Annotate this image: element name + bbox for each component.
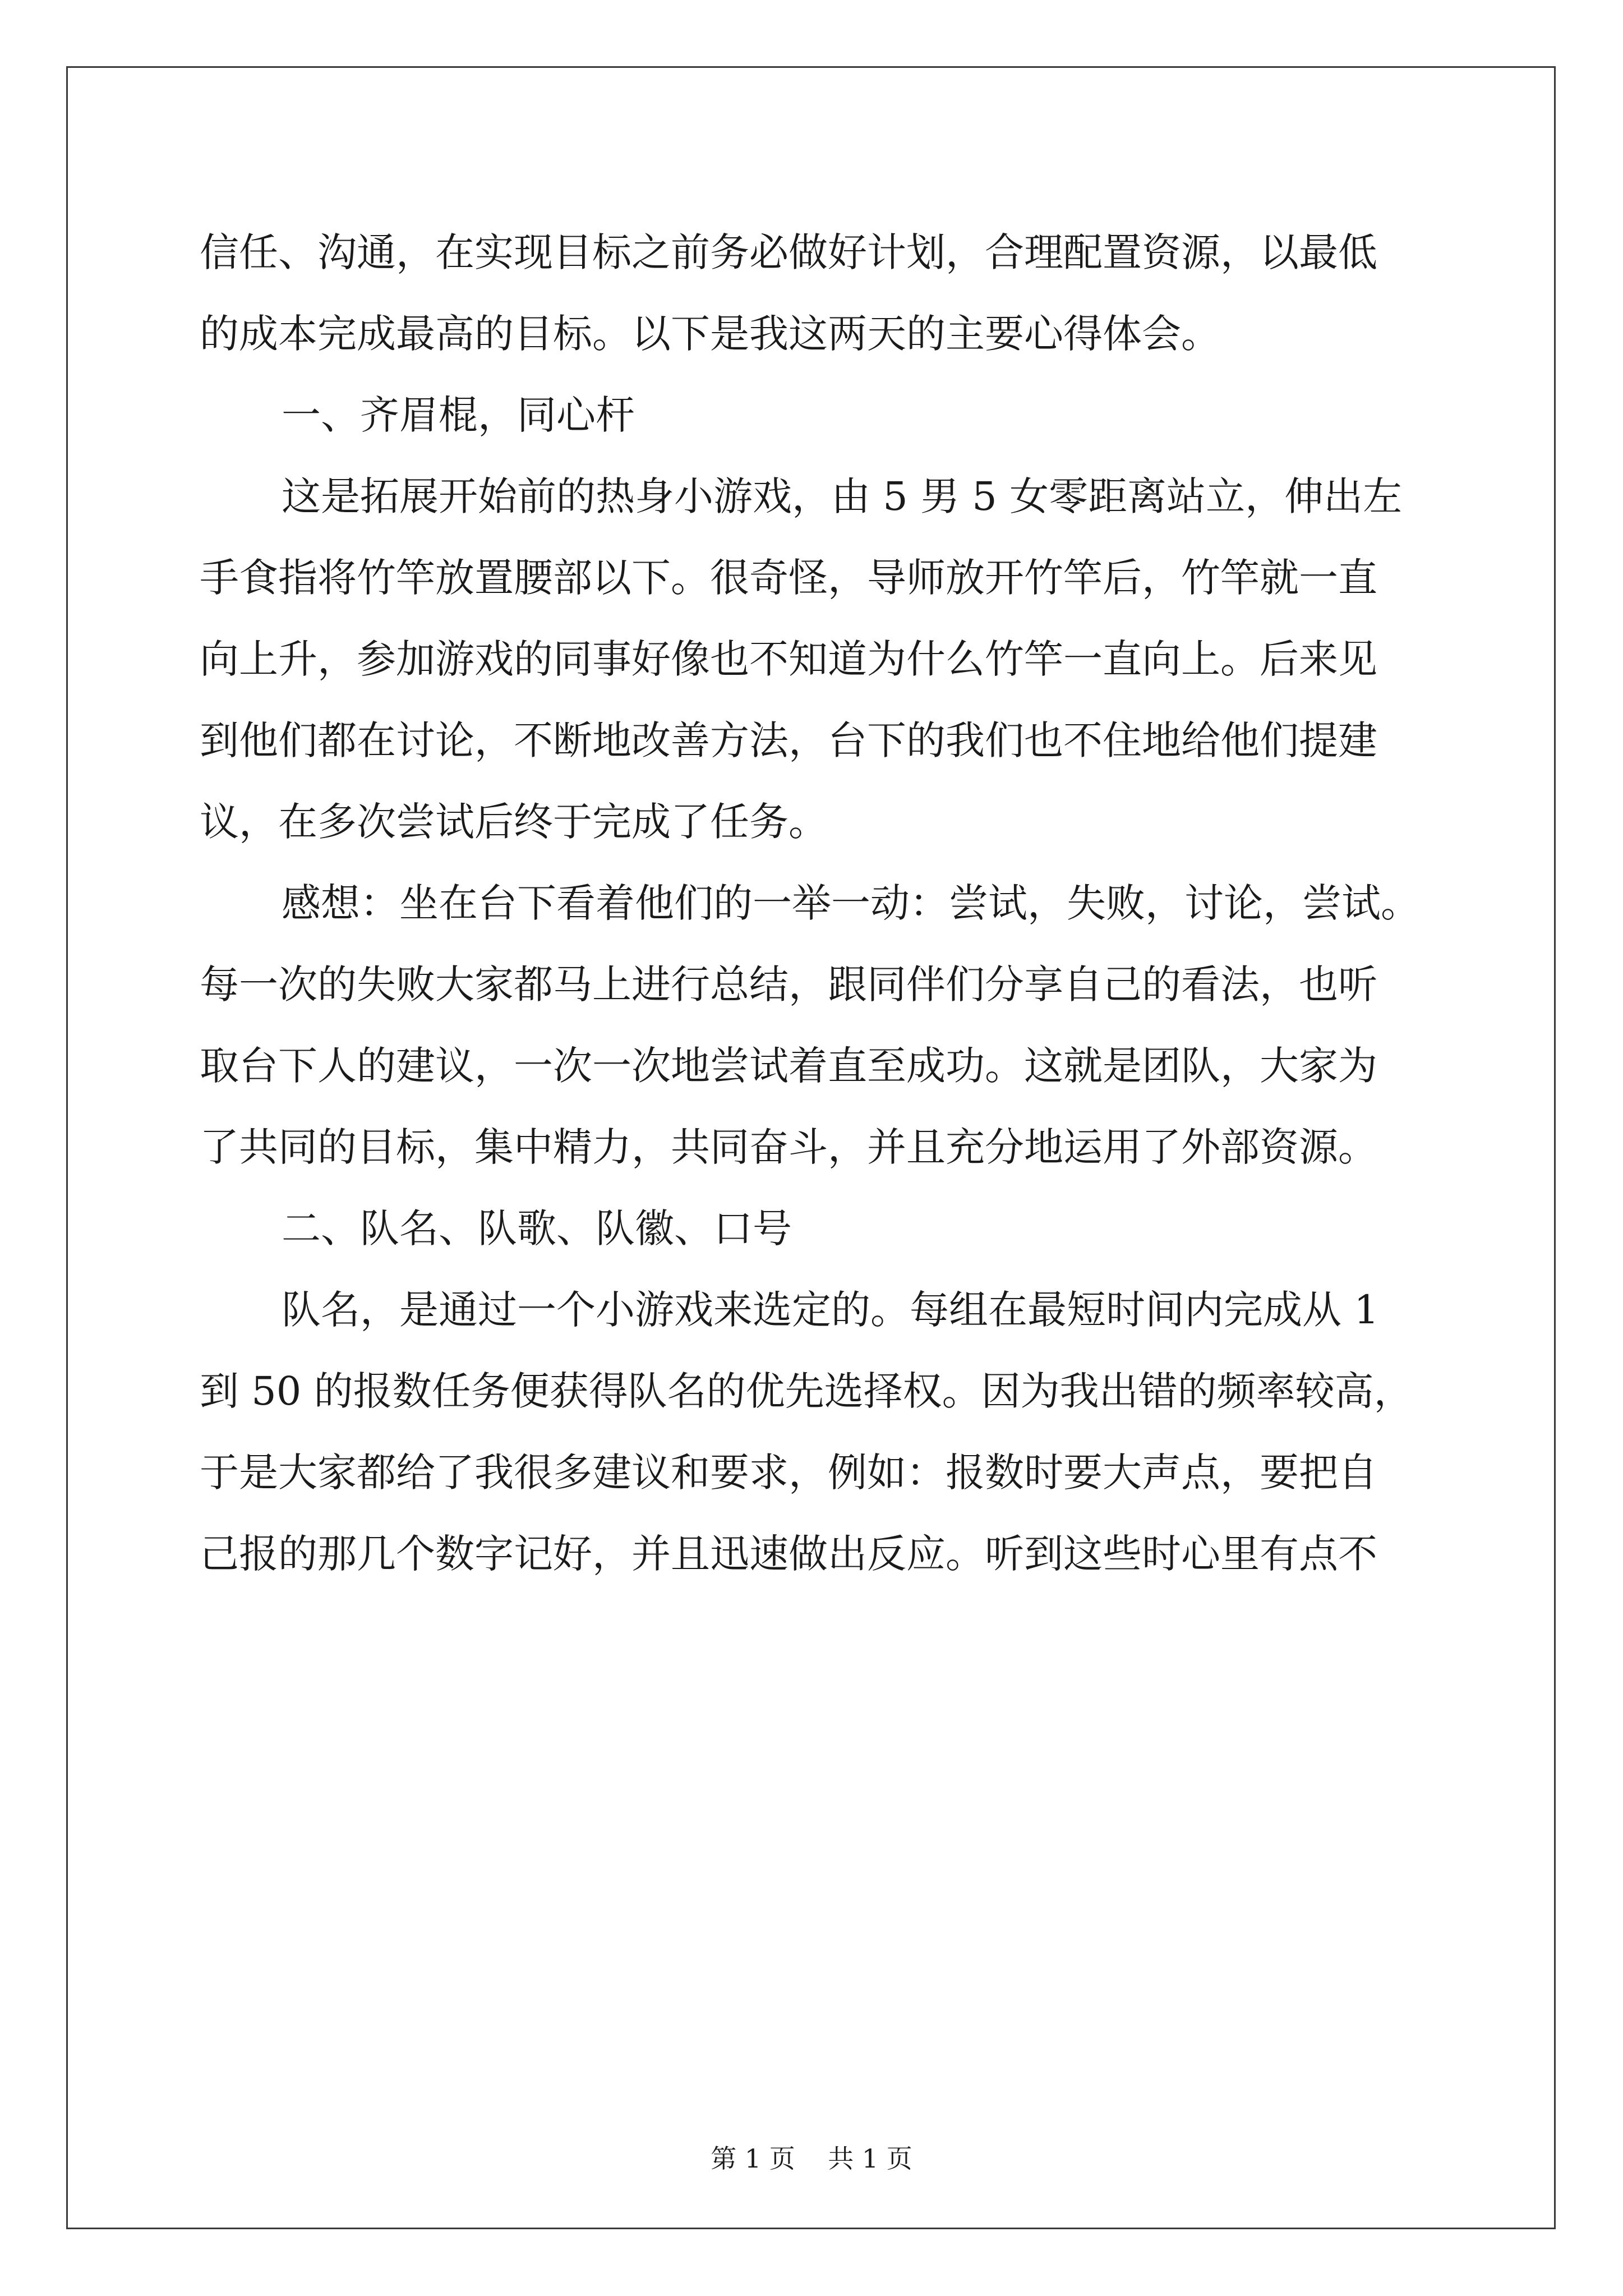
section-heading: 二、队名、队歌、队徽、口号 (282, 1205, 792, 1251)
text-line: 议，在多次尝试后终于完成了任务。 (200, 799, 828, 845)
text-line: 手食指将竹竿放置腰部以下。很奇怪，导师放开竹竿后，竹竿就一直 (200, 555, 1377, 601)
text-line: 这是拓展开始前的热身小游戏，由 5 男 5 女零距离站立，伸出左 (282, 473, 1403, 519)
text-line: 己报的那几个数字记好，并且迅速做出反应。听到这些时心里有点不 (200, 1531, 1377, 1577)
text-line: 于是大家都给了我很多建议和要求，例如：报数时要大声点，要把自 (200, 1450, 1377, 1496)
text-line: 队名，是通过一个小游戏来选定的。每组在最短时间内完成从 1 (282, 1287, 1379, 1333)
text-line: 到他们都在讨论，不断地改善方法，台下的我们也不住地给他们提建 (200, 717, 1377, 763)
text-line: 的成本完成最高的目标。以下是我这两天的主要心得体会。 (200, 311, 1220, 357)
text-line: 取台下人的建议，一次一次地尝试着直至成功。这就是团队，大家为 (200, 1043, 1377, 1089)
text-line: 感想：坐在台下看着他们的一举一动：尝试，失败，讨论，尝试。 (282, 880, 1420, 926)
page-number-footer: 第 1 页 共 1 页 (711, 2143, 912, 2174)
text-line: 向上升，参加游戏的同事好像也不知道为什么竹竿一直向上。后来见 (200, 636, 1377, 682)
text-line: 信任、沟通，在实现目标之前务必做好计划，合理配置资源，以最低 (200, 229, 1377, 275)
text-line: 到 50 的报数任务便获得队名的优先选择权。因为我出错的频率较高， (200, 1368, 1413, 1414)
section-heading: 一、齐眉棍，同心杆 (282, 392, 635, 438)
text-line: 了共同的目标，集中精力，共同奋斗，并且充分地运用了外部资源。 (200, 1124, 1377, 1170)
text-line: 每一次的失败大家都马上进行总结，跟同伴们分享自己的看法，也听 (200, 961, 1377, 1007)
